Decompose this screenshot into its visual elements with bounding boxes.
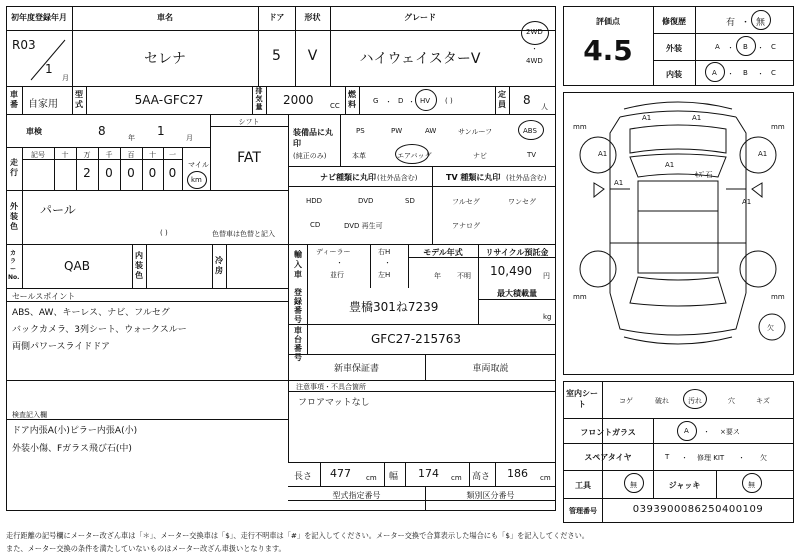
repair-label: 修復歴	[662, 17, 686, 26]
model-year-label: モデル年式	[423, 248, 463, 257]
height-value: 186	[507, 467, 528, 480]
cooler-label: 冷房	[215, 256, 223, 275]
drive-4wd: 4WD	[526, 57, 543, 65]
width-unit: cm	[451, 474, 462, 482]
seat-burn: コゲ	[619, 397, 633, 405]
length-unit: cm	[366, 474, 377, 482]
mileage-digit-1: 2	[83, 166, 91, 180]
equip-aw: AW	[425, 127, 437, 135]
repair-none: 無	[756, 18, 766, 28]
repair-yes: 有	[726, 18, 736, 28]
mileage-digit-4: 0	[148, 166, 157, 180]
nav-sd: SD	[405, 197, 415, 205]
recycle-label: リサイクル預託金	[485, 248, 549, 257]
height-label: 高さ	[472, 472, 491, 482]
displacement-unit: CC	[330, 102, 340, 110]
equip-tv: TV	[527, 151, 537, 159]
notes-value: フロアマットなし	[298, 398, 370, 408]
diagram-mm-tl: mm	[573, 123, 587, 131]
import-parallel: 並行	[330, 271, 344, 279]
length-label: 長さ	[294, 472, 313, 482]
management-label: 管理番号	[569, 507, 597, 515]
equip-navi: ナビ	[473, 152, 487, 160]
exterior-a: A	[715, 43, 720, 51]
model-label: 型式	[75, 90, 83, 109]
digit-label-5: 一	[169, 151, 176, 159]
car-name-label: 車名	[157, 13, 173, 22]
seat-scratch: キズ	[756, 397, 770, 405]
glass-dot: ・	[703, 428, 710, 436]
diagram-mark-front-left: A1	[642, 114, 652, 122]
interior-dot1: ・	[727, 70, 734, 78]
nav-dvd-play: DVD 再生可	[344, 222, 383, 230]
diagram-mark-front-right: A1	[692, 114, 702, 122]
fuel-label: 燃料	[348, 90, 356, 109]
equip-sunroof: サンルーフ	[458, 128, 493, 136]
displacement-label: 排気量	[255, 87, 263, 111]
registration-label: 登録番号	[294, 288, 302, 324]
digit-label-4: 十	[149, 151, 156, 159]
digit-label-0: 十	[61, 151, 69, 159]
shaban-label: 車番	[10, 90, 18, 109]
car-damage-diagram	[564, 93, 793, 374]
sales-point-line-1: ABS、AW、キーレス、ナビ、フルセグ	[12, 308, 170, 318]
exterior-b: B	[743, 43, 748, 51]
equip-leather: 本革	[352, 152, 366, 160]
recycle-yen: 円	[543, 272, 550, 280]
equip-pw: PW	[391, 127, 403, 135]
digit-label-1: 万	[83, 151, 91, 159]
notes-label: 注意事項・不具合箇所	[296, 383, 366, 391]
fuel-hv: HV	[420, 97, 431, 105]
tv-analog: アナログ	[452, 222, 480, 230]
nav-type-label-sub: (社外品含む)	[377, 174, 418, 182]
exterior-label: 外装	[666, 44, 682, 53]
nav-type-label: ナビ種類に丸印	[320, 173, 376, 182]
spare-dot1: ・	[681, 454, 688, 462]
interior-color-label: 内装色	[135, 251, 143, 280]
glass-replace: ×要ス	[720, 428, 740, 436]
import-right: 右H	[378, 248, 391, 256]
front-glass-label: フロントガラス	[580, 428, 636, 437]
mileage-digit-3: 0	[127, 166, 135, 180]
diagram-mark-glass: ｷｽﾞ石	[695, 171, 713, 179]
equip-airbag: エアバッグ	[397, 152, 432, 160]
grade-label: グレード	[404, 13, 436, 22]
ext-color-value: パール	[40, 203, 76, 217]
door-label: ドア	[268, 13, 285, 22]
diagram-mark-right-wheel: A1	[758, 150, 768, 158]
first-reg-era: R03	[12, 38, 36, 52]
type-designation-label: 型式指定番号	[332, 491, 381, 500]
repair-sep: ・	[741, 18, 751, 28]
spare-tire-label: スペアタイヤ	[584, 453, 632, 462]
model-year-unknown: 不明	[457, 272, 471, 280]
mileage-digit-2: 0	[105, 166, 113, 180]
vehicle-manual: 車両取説	[472, 364, 509, 374]
tv-type-label: TV 種類に丸印	[446, 173, 501, 182]
import-left: 左H	[378, 271, 391, 279]
drive-dot: ・	[531, 45, 538, 53]
inspection-month: 1	[157, 124, 165, 138]
grade-value: ハイウェイスターV	[359, 51, 481, 67]
spare-kit: 修理 KIT	[697, 454, 725, 462]
first-reg-label: 初年度登録年月	[11, 13, 67, 22]
shift-label: シフト	[238, 118, 260, 126]
diagram-mm-br: mm	[771, 293, 785, 301]
use-type: 自家用	[28, 99, 58, 110]
inspection-year-unit: 年	[128, 134, 135, 142]
footer-line-2: また、メーター交換の条件を満たしていないものはメーター改ざん車扱いとなります。	[6, 544, 286, 553]
spare-dot2: ・	[738, 454, 745, 462]
capacity-label: 定員	[498, 90, 506, 109]
diagram-mark-spare: 欠	[767, 324, 774, 332]
management-number: 0393900086250400109	[632, 504, 764, 515]
rating-label: 評価点	[596, 17, 620, 26]
width-value: 174	[418, 467, 439, 480]
inspector-label: 検査記入欄	[12, 411, 47, 419]
ext-color-note: 色替車は色替と記入	[212, 230, 275, 238]
diagram-mark-left-wheel: A1	[598, 150, 608, 158]
exterior-dot2: ・	[757, 44, 764, 52]
new-car-warranty: 新車保証書	[333, 364, 379, 374]
interior-dot2: ・	[757, 70, 764, 78]
shape-label: 形状	[304, 13, 321, 22]
length-value: 477	[330, 467, 351, 480]
footer-line-1: 走行距離の記号欄にメーター改ざん車は「＊」、メーター交換車は「$」、走行不明車は「#」を記入してください。メーター交換で合算表示した場合にも「$」を記入してください。	[6, 531, 589, 540]
fuel-dot1: ・	[385, 98, 392, 106]
inspection-label: 車検	[26, 127, 42, 136]
tv-fullseg: フルセグ	[452, 198, 480, 206]
fuel-dot2: ・	[408, 98, 415, 106]
mile-label: マイル	[188, 161, 209, 169]
width-label: 幅	[389, 472, 399, 482]
inspector-line-1: ドア内張A(小)ピラー内張A(小)	[12, 426, 138, 436]
diagram-mark-left-door: A1	[614, 179, 624, 187]
equipment-label: 装備品に丸印	[293, 128, 333, 148]
interior-c: C	[771, 69, 776, 77]
car-name: セレナ	[144, 51, 186, 67]
interior-label: 内装	[666, 70, 682, 79]
door-count: 5	[272, 48, 281, 64]
rating-score: 4.5	[583, 34, 633, 67]
max-load-label: 最大積載量	[497, 289, 537, 298]
import-dot: ・	[336, 259, 343, 267]
diagram-mm-tr: mm	[771, 123, 785, 131]
exterior-dot1: ・	[727, 44, 734, 52]
inspection-month-unit: 月	[186, 134, 193, 142]
body-shape: V	[307, 48, 318, 64]
chassis-value: GFC27-215763	[371, 332, 461, 346]
nav-dvd: DVD	[358, 197, 374, 205]
seat-dirt: 汚れ	[688, 397, 702, 405]
km-label: km	[191, 176, 202, 184]
nav-cd: CD	[310, 221, 321, 229]
ext-color-paren: ( )	[160, 229, 168, 237]
mark-label: 記号	[31, 151, 45, 159]
color-code-label: カラーNo.	[8, 250, 20, 281]
seat-tear: 破れ	[655, 397, 669, 405]
equip-ps: PS	[356, 127, 365, 135]
fuel-d: D	[398, 97, 404, 105]
diagram-mark-right-door: A1	[742, 198, 752, 206]
tools-label: 工具	[575, 481, 591, 490]
sales-point-line-3: 両側パワースライドドア	[12, 342, 111, 352]
digit-label-3: 百	[127, 151, 135, 159]
recycle-value: 10,490	[490, 264, 532, 278]
jack-none: 無	[748, 481, 755, 489]
interior-seat-label: 室内シート	[566, 389, 598, 409]
chassis-label: 車台番号	[294, 326, 302, 362]
spare-none: 欠	[760, 454, 767, 462]
interior-a: A	[712, 69, 717, 77]
model-code: 5AA-GFC27	[134, 93, 204, 107]
tv-oneseg: ワンセグ	[508, 198, 536, 206]
inspection-year: 8	[98, 124, 106, 138]
class-number-label: 類別区分番号	[466, 491, 515, 500]
displacement-value: 2000	[283, 93, 314, 107]
capacity-value: 8	[523, 93, 531, 107]
tv-type-label-sub: (社外品含む)	[506, 174, 547, 182]
ext-color-label: 外装色	[10, 202, 18, 231]
glass-a: A	[684, 427, 689, 435]
first-reg-month-unit: 月	[62, 74, 69, 82]
jack-label: ジャッキ	[668, 481, 701, 490]
inspector-line-2: 外装小傷、Fガラス飛び石(中)	[12, 444, 132, 454]
seat-hole: 穴	[728, 397, 735, 405]
spare-t: T	[665, 453, 670, 461]
shift-value: FAT	[237, 150, 261, 166]
sales-point-line-2: バックカメラ、3列シート、ウォークスルー	[12, 325, 187, 335]
capacity-unit: 人	[541, 103, 548, 111]
import-dot2: ・	[384, 259, 391, 267]
interior-b: B	[743, 69, 748, 77]
import-dealer: ディーラー	[316, 248, 351, 256]
import-label: 輸入車	[294, 250, 302, 279]
drive-2wd: 2WD	[526, 28, 543, 36]
diagram-mm-bl: mm	[573, 293, 587, 301]
diagram-mark-rear: A1	[665, 161, 675, 169]
mileage-label: 走行	[10, 158, 18, 177]
fuel-other: ( )	[445, 97, 453, 105]
mileage-digit-5: 0	[168, 166, 177, 180]
color-code: QAB	[64, 259, 90, 273]
equip-abs: ABS	[523, 127, 537, 135]
digit-label-2: 千	[105, 151, 113, 159]
model-year-unit: 年	[434, 272, 441, 280]
equipment-label-sub: (純正のみ)	[293, 152, 327, 160]
nav-hdd: HDD	[306, 197, 323, 205]
first-reg-month: 1	[45, 62, 53, 76]
tools-none: 無	[630, 481, 637, 489]
fuel-g: G	[373, 97, 379, 105]
exterior-c: C	[771, 43, 776, 51]
height-unit: cm	[540, 474, 551, 482]
registration-value: 豊橋301ね7239	[349, 300, 439, 314]
sales-points-label: セールスポイント	[12, 292, 76, 301]
max-load-unit: kg	[543, 313, 552, 321]
